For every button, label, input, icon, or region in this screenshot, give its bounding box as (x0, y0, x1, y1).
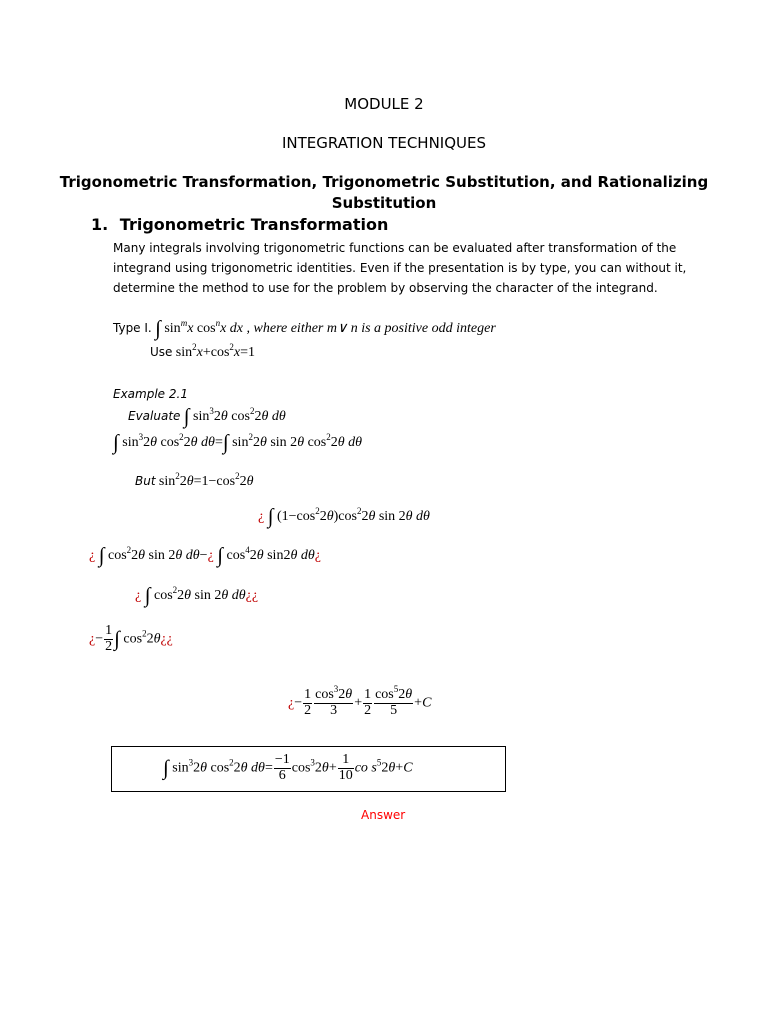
fraction-one-half: $\frac{1}{2}$ (304, 687, 312, 718)
subtitle-line-1: Trigonometric Transformation, Trigonometric Substitution, and Rationalizing (59, 173, 709, 191)
answer-box (111, 746, 506, 792)
fraction-one-half: $\frac{1}{2}$ (364, 687, 372, 718)
fraction-one-tenth: $\frac{1}{10}$ (338, 752, 353, 783)
step-split: ∫ $\sin^32\theta$ $\cos^22\theta$ dθ=∫ $\sin^22\theta$ sin 2θ $\cos^22\theta$ dθ (113, 430, 363, 454)
artifact-glyph: ¿ (207, 548, 214, 563)
but-label: But (135, 474, 156, 488)
artifact-glyph: ¿ (245, 588, 252, 603)
type-one-line (113, 318, 496, 339)
step-substitute: ¿ ∫ $(1-\cos^22\theta)\cos^22\theta$ sin 2θ dθ (258, 504, 430, 528)
but-line (135, 471, 254, 490)
section-number: 1. (91, 215, 109, 234)
artifact-glyph: ¿ (89, 548, 96, 563)
subtitle-line-2: Substitution (331, 194, 437, 212)
artifact-glyph: ¿ (166, 631, 173, 647)
identity-line (150, 342, 256, 361)
type-one-label: Type I. (113, 321, 152, 335)
artifact-glyph: ¿ (288, 695, 295, 711)
paragraph-line: Many integrals involving trigonometric functions can be evaluated after transformation of the (113, 241, 677, 255)
but-identity: $\sin^22\theta=1-\cos^22\theta$ (158, 471, 254, 489)
fraction-cos-fifth: $\frac{\cos^52\theta}{5}$ (375, 684, 413, 718)
paragraph-line: determine the method to use for the problem by observing the character of the integrand. (113, 281, 658, 295)
step-first-integral: ¿ ∫ $\cos^22\theta$ sin 2θ dθ¿¿ (135, 583, 259, 607)
fraction-neg-one-sixth: $\frac{-1}{6}$ (274, 752, 290, 783)
pythagorean-identity: $\sin^2x+\cos^2x=1$ (175, 342, 256, 360)
example-label: Example 2.1 (113, 387, 188, 401)
step-half: ¿− $\frac{1}{2}$ ∫ $\cos^22\theta¿¿$ (89, 623, 173, 654)
evaluate-integral: ∫ $\sin^32\theta$ $\cos^22\theta$ dθ (183, 404, 286, 428)
artifact-glyph: ¿ (258, 509, 265, 524)
section-title: Trigonometric Transformation (119, 215, 389, 234)
intro-paragraph (113, 238, 686, 298)
evaluate-label: Evaluate (128, 409, 181, 423)
final-answer: ∫ $\sin^32\theta$ $\cos^22\theta$ dθ= $\frac{-1}{6}$ $\cos^32\theta+$ $\frac{1}{10}$ co $s^52\theta+C$ (163, 752, 413, 783)
artifact-glyph: ¿ (135, 588, 142, 603)
artifact-glyph: ¿ (160, 631, 167, 647)
step-result: ¿− $\frac{1}{2}$ $\frac{\cos^32\theta}{3}$ + $\frac{1}{2}$ $\frac{\cos^52\theta}{5}$ +C (288, 684, 432, 718)
artifact-glyph: ¿ (251, 588, 259, 603)
fraction-cos-cubed: $\frac{\cos^32\theta}{3}$ (315, 684, 353, 718)
step-expand: ¿ ∫ $\cos^22\theta$ sin 2θ dθ−¿ ∫ $\cos^42\theta$ sin2θ dθ¿ (89, 543, 321, 567)
answer-label: Answer (361, 808, 406, 822)
evaluate-line (128, 406, 286, 427)
type-one-condition: , where either m∨ n is a positive odd integer (246, 321, 496, 336)
use-label: Use (150, 345, 173, 359)
artifact-glyph: ¿ (89, 631, 96, 647)
artifact-glyph: ¿ (314, 548, 321, 563)
section-heading (91, 214, 388, 235)
type-one-integral: ∫ $\sin^mx$ $\cos^nx$ dx (155, 316, 244, 340)
module-label: MODULE 2 (344, 95, 424, 113)
paragraph-line: integrand using trigonometric identities. Even if the presentation is by type, you can without it, (113, 261, 687, 275)
page-title: INTEGRATION TECHNIQUES (281, 134, 487, 152)
fraction-one-half: $\frac{1}{2}$ (105, 623, 113, 654)
